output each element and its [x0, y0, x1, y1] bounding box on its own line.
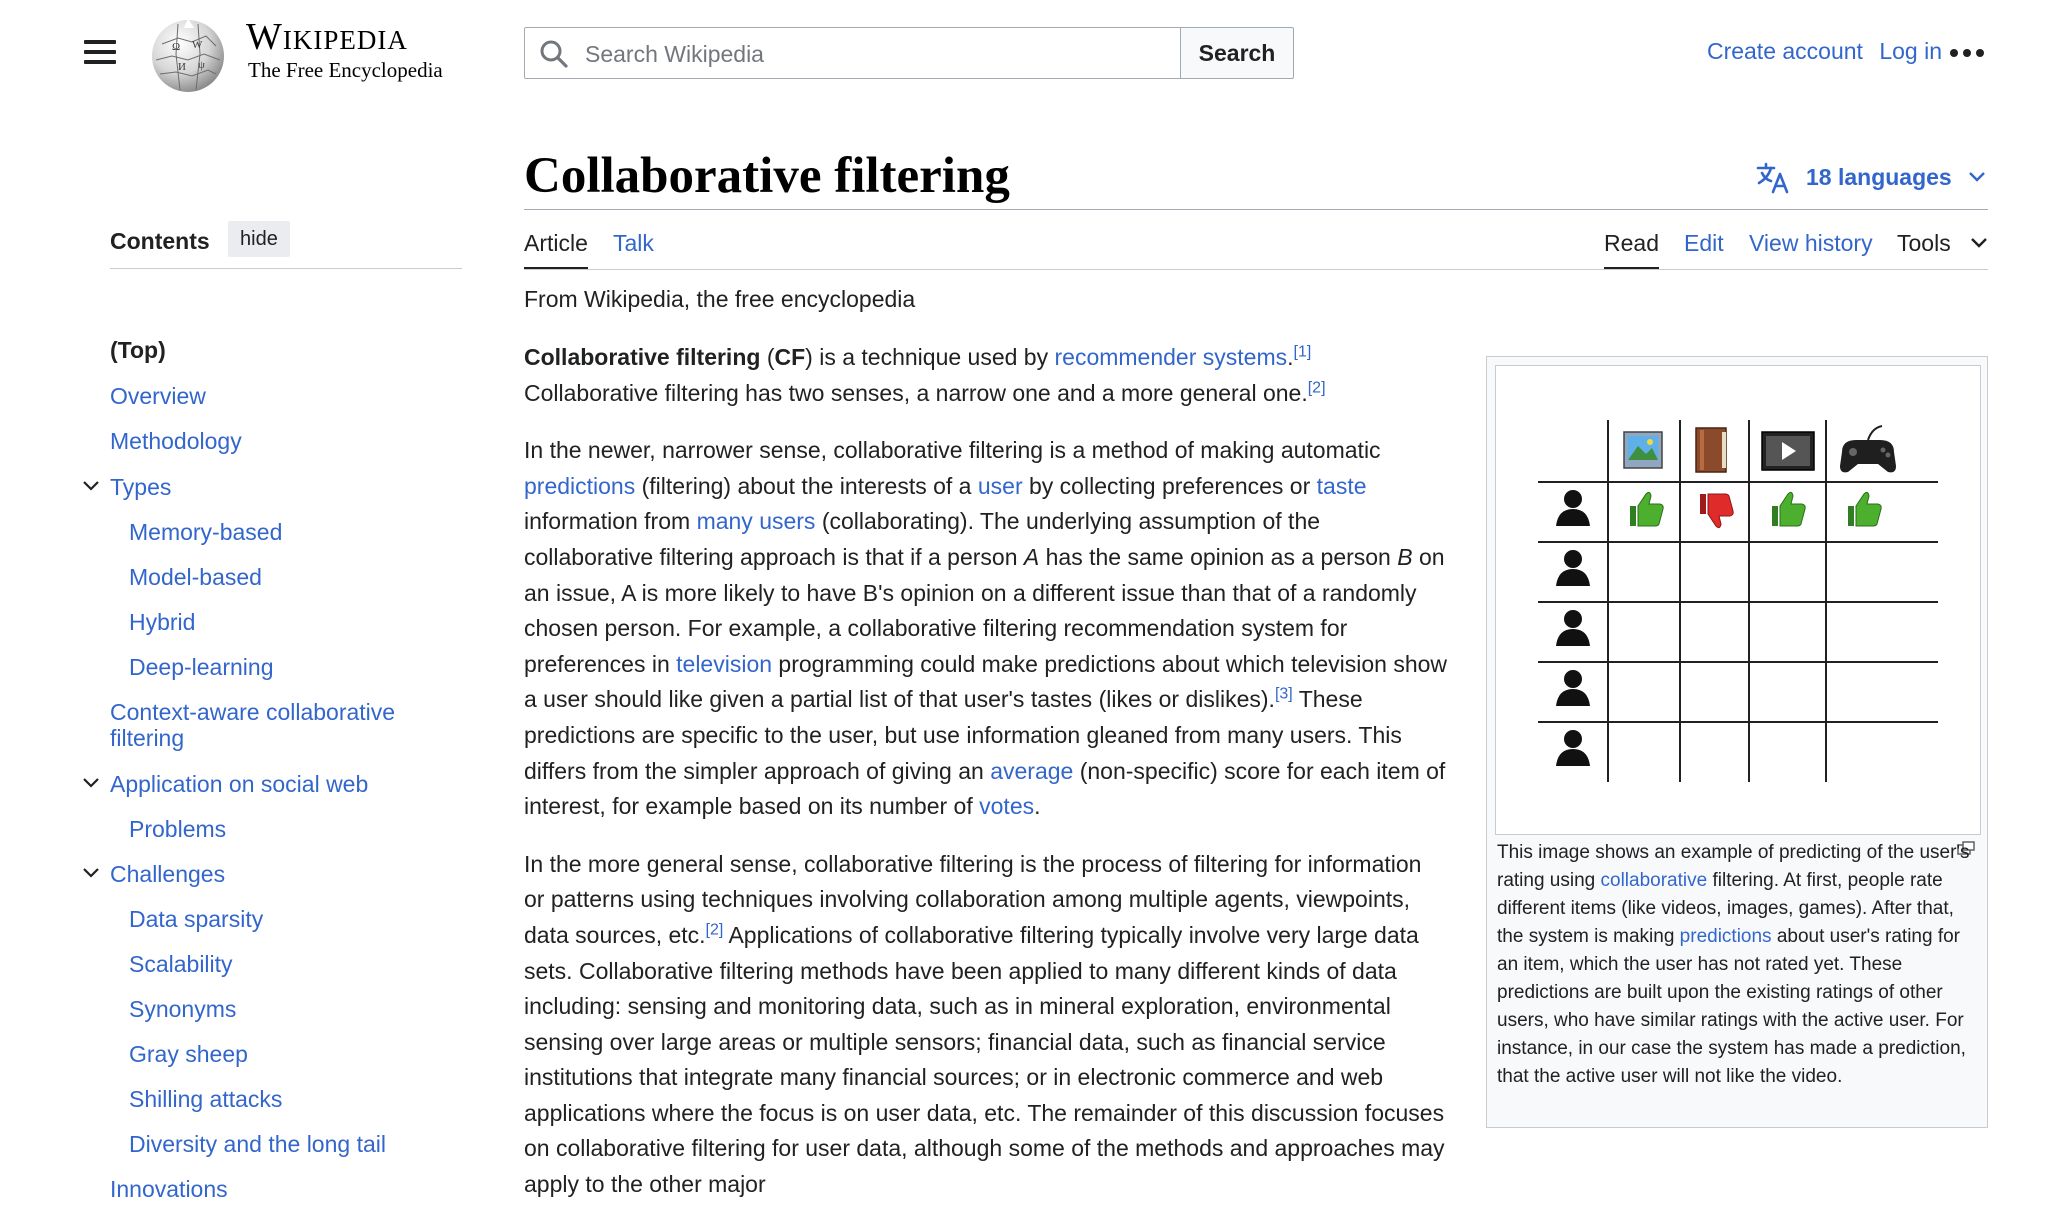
toc-item-social-web[interactable]: Application on social web	[110, 771, 369, 797]
svg-text:Ω: Ω	[172, 41, 181, 53]
view-tabs	[1604, 228, 1988, 270]
link-votes[interactable]: votes	[979, 793, 1035, 820]
tab-talk[interactable]: Talk	[613, 230, 654, 256]
text: programming could make predictions about which television show a user should like given a partial list of that user's tastes (likes or dislikes).	[524, 650, 1448, 713]
citation-2[interactable]: [2]	[1307, 378, 1326, 396]
link-many-users[interactable]: many users	[696, 508, 816, 535]
paragraph-general-sense	[524, 847, 1448, 1203]
site-header	[0, 0, 2048, 106]
toc-item-hybrid[interactable]: Hybrid	[129, 609, 196, 635]
figure-thumbnail	[1486, 356, 1988, 1128]
italic-b: B	[1397, 543, 1413, 570]
image-icon	[1624, 432, 1662, 468]
citation-2[interactable]: [2]	[705, 921, 724, 939]
tab-edit[interactable]: Edit	[1684, 230, 1724, 256]
paragraph-intro	[524, 340, 1448, 411]
text: In the more general sense, collaborative filtering is the process of filtering for information or patterns using techniques involving collaboration among multiple agents, viewpoints, data sources, etc.	[524, 850, 1422, 948]
toc-item-shilling-attacks[interactable]: Shilling attacks	[129, 1086, 283, 1112]
languages-label: 18 languages	[1806, 164, 1952, 190]
toc-item-data-sparsity[interactable]: Data sparsity	[129, 906, 264, 932]
link-recommender-systems[interactable]: recommender systems	[1054, 344, 1288, 370]
text: ) is a technique used by	[805, 344, 1055, 370]
article-body	[524, 340, 1448, 1225]
bold-abbrev: CF	[774, 344, 806, 370]
text: These predictions are specific to the user, but use information gleaned from many users. This differs from the simpler approach of giving an	[524, 686, 1402, 784]
chevron-down-icon	[1968, 170, 1986, 184]
ellipsis-icon[interactable]	[1950, 42, 1984, 62]
tab-view-history[interactable]: View history	[1749, 230, 1873, 256]
text: (	[760, 344, 775, 370]
thumbs-up-icon	[1630, 492, 1663, 526]
user-silhouette-icon	[1556, 730, 1590, 766]
page-title: Collaborative filtering	[524, 148, 1010, 204]
title-divider	[524, 209, 1988, 210]
wordmark-tagline: The Free Encyclopedia	[248, 58, 443, 82]
svg-text:И: И	[178, 61, 186, 73]
bold-term: Collaborative filtering	[524, 344, 761, 370]
user-silhouette-icon	[1556, 610, 1590, 646]
paragraph-narrow-sense	[524, 433, 1448, 825]
svg-text:W: W	[192, 39, 203, 51]
translate-icon	[1756, 162, 1790, 194]
rating-matrix-illustration	[1496, 366, 1980, 834]
tab-article[interactable]: Article	[524, 228, 588, 270]
link-television[interactable]: television	[676, 650, 773, 677]
chevron-down-icon[interactable]	[82, 477, 100, 495]
book-icon	[1696, 428, 1726, 472]
log-in-link[interactable]: Log in	[1879, 38, 1942, 64]
link-taste[interactable]: taste	[1316, 472, 1367, 499]
text: Applications of collaborative filtering typically involve very large data sets. Collaborative filtering methods have been applied to many different kinds of data including: sensing and monitoring data, such as in mineral exploration, environmental sensing over large areas or multiple sensors; financial data, such as financial service institutions that integrate many financial sources; or in electronic commerce and web applications where the focus is on user data, etc. The remainder of this discussion focuses on collaborative filtering for user data, although some of the methods and approaches may apply to the other major	[524, 921, 1445, 1198]
link-collaborative[interactable]: collaborative	[1600, 870, 1708, 891]
toc-item-innovations[interactable]: Innovations	[110, 1176, 228, 1202]
wikipedia-wordmark[interactable]	[246, 16, 443, 82]
user-silhouette-icon	[1556, 550, 1590, 586]
text: by collecting preferences or	[1022, 472, 1317, 499]
text: has the same opinion as a person	[1039, 543, 1398, 570]
italic-a: A	[1023, 543, 1040, 570]
link-user[interactable]: user	[977, 472, 1023, 499]
citation-1[interactable]: [1]	[1293, 343, 1312, 361]
text: (filtering) about the interests of a	[635, 472, 978, 499]
toc-title: Contents	[110, 228, 210, 254]
create-account-link[interactable]: Create account	[1706, 38, 1863, 64]
toc-item-context-aware[interactable]: Context-aware collaborative filtering	[110, 699, 396, 751]
text: Collaborative filtering has two senses, a narrow one and a more general one.	[524, 379, 1308, 406]
chevron-down-icon[interactable]	[1970, 236, 1988, 250]
toc-item-gray-sheep[interactable]: Gray sheep	[129, 1041, 248, 1067]
text: filtering. At first, people rate different items (like videos, images, games). After that, the system is making	[1497, 870, 1954, 947]
thumbs-down-icon	[1700, 494, 1733, 528]
text: .	[1287, 344, 1294, 370]
table-of-contents	[110, 218, 462, 1202]
tab-tools[interactable]: Tools	[1897, 230, 1951, 256]
toc-item-methodology[interactable]: Methodology	[110, 428, 242, 454]
thumbs-up-icon	[1848, 492, 1881, 526]
toc-item-types[interactable]: Types	[110, 474, 172, 500]
toc-header	[110, 218, 462, 269]
svg-text:ψ: ψ	[198, 59, 205, 71]
toc-item-problems[interactable]: Problems	[129, 816, 227, 842]
tab-read[interactable]: Read	[1604, 228, 1659, 270]
text: information from	[524, 508, 697, 535]
user-silhouette-icon	[1556, 490, 1590, 526]
thumbs-up-icon	[1772, 492, 1805, 526]
search-icon	[539, 39, 569, 69]
text: In the newer, narrower sense, collaborative filtering is a method of making automatic	[524, 437, 1381, 464]
text: (collaborating). The underlying assumption of the collaborative filtering approach is that if a person	[524, 508, 1321, 570]
chevron-down-icon[interactable]	[82, 774, 100, 792]
site-subtitle: From Wikipedia, the free encyclopedia	[524, 286, 916, 312]
link-average[interactable]: average	[990, 757, 1074, 784]
tabs-divider	[524, 269, 1988, 270]
video-icon	[1762, 432, 1814, 470]
toc-item-overview[interactable]: Overview	[110, 383, 206, 409]
search-input[interactable]	[583, 28, 1167, 80]
user-silhouette-icon	[1556, 670, 1590, 706]
link-predictions[interactable]: predictions	[524, 472, 636, 499]
text: This image shows an example of predicting of the user's rating using	[1497, 842, 1970, 891]
toc-item-deep-learning[interactable]: Deep-learning	[129, 654, 274, 680]
toc-item-diversity-long-tail[interactable]: Diversity and the long tail	[129, 1131, 386, 1157]
toc-item-memory-based[interactable]: Memory-based	[129, 519, 283, 545]
chevron-down-icon[interactable]	[82, 864, 100, 882]
toc-item-challenges[interactable]: Challenges	[110, 861, 226, 887]
link-predictions-caption[interactable]: predictions	[1679, 926, 1772, 947]
text: on an issue, A is more likely to have B's opinion on a different issue than that of a randomly chosen person. For example, a collaborative filtering recommendation system for preferences in	[524, 543, 1445, 677]
toc-item-model-based[interactable]: Model-based	[129, 564, 262, 590]
figure-image[interactable]	[1495, 365, 1981, 835]
text: .	[1034, 793, 1041, 820]
figure-caption	[1497, 839, 1979, 1091]
wikipedia-globe-icon[interactable]	[148, 14, 228, 94]
text: about user's rating for an item, which the user has not rated yet. These predictions are built upon the existing ratings of other users, who have similar ratings with the active user. For instance, in our case the system has made a prediction, that the active user will not like the video.	[1497, 926, 1966, 1087]
citation-3[interactable]: [3]	[1274, 685, 1293, 703]
toc-item-scalability[interactable]: Scalability	[129, 951, 233, 977]
toc-item-top[interactable]: (Top)	[110, 337, 166, 363]
hamburger-menu-icon[interactable]	[84, 38, 116, 66]
search-form	[524, 27, 1296, 79]
toc-item-synonyms[interactable]: Synonyms	[129, 996, 237, 1022]
text: (non-specific) score for each item of interest, for example based on its number of	[524, 757, 1446, 820]
gamepad-icon	[1840, 426, 1896, 472]
user-links	[1697, 38, 1942, 65]
search-button[interactable]: Search	[1180, 27, 1294, 79]
toc-hide-button[interactable]: hide	[228, 221, 290, 257]
search-box	[524, 27, 1182, 79]
wordmark-title: Wikipedia	[246, 16, 408, 58]
